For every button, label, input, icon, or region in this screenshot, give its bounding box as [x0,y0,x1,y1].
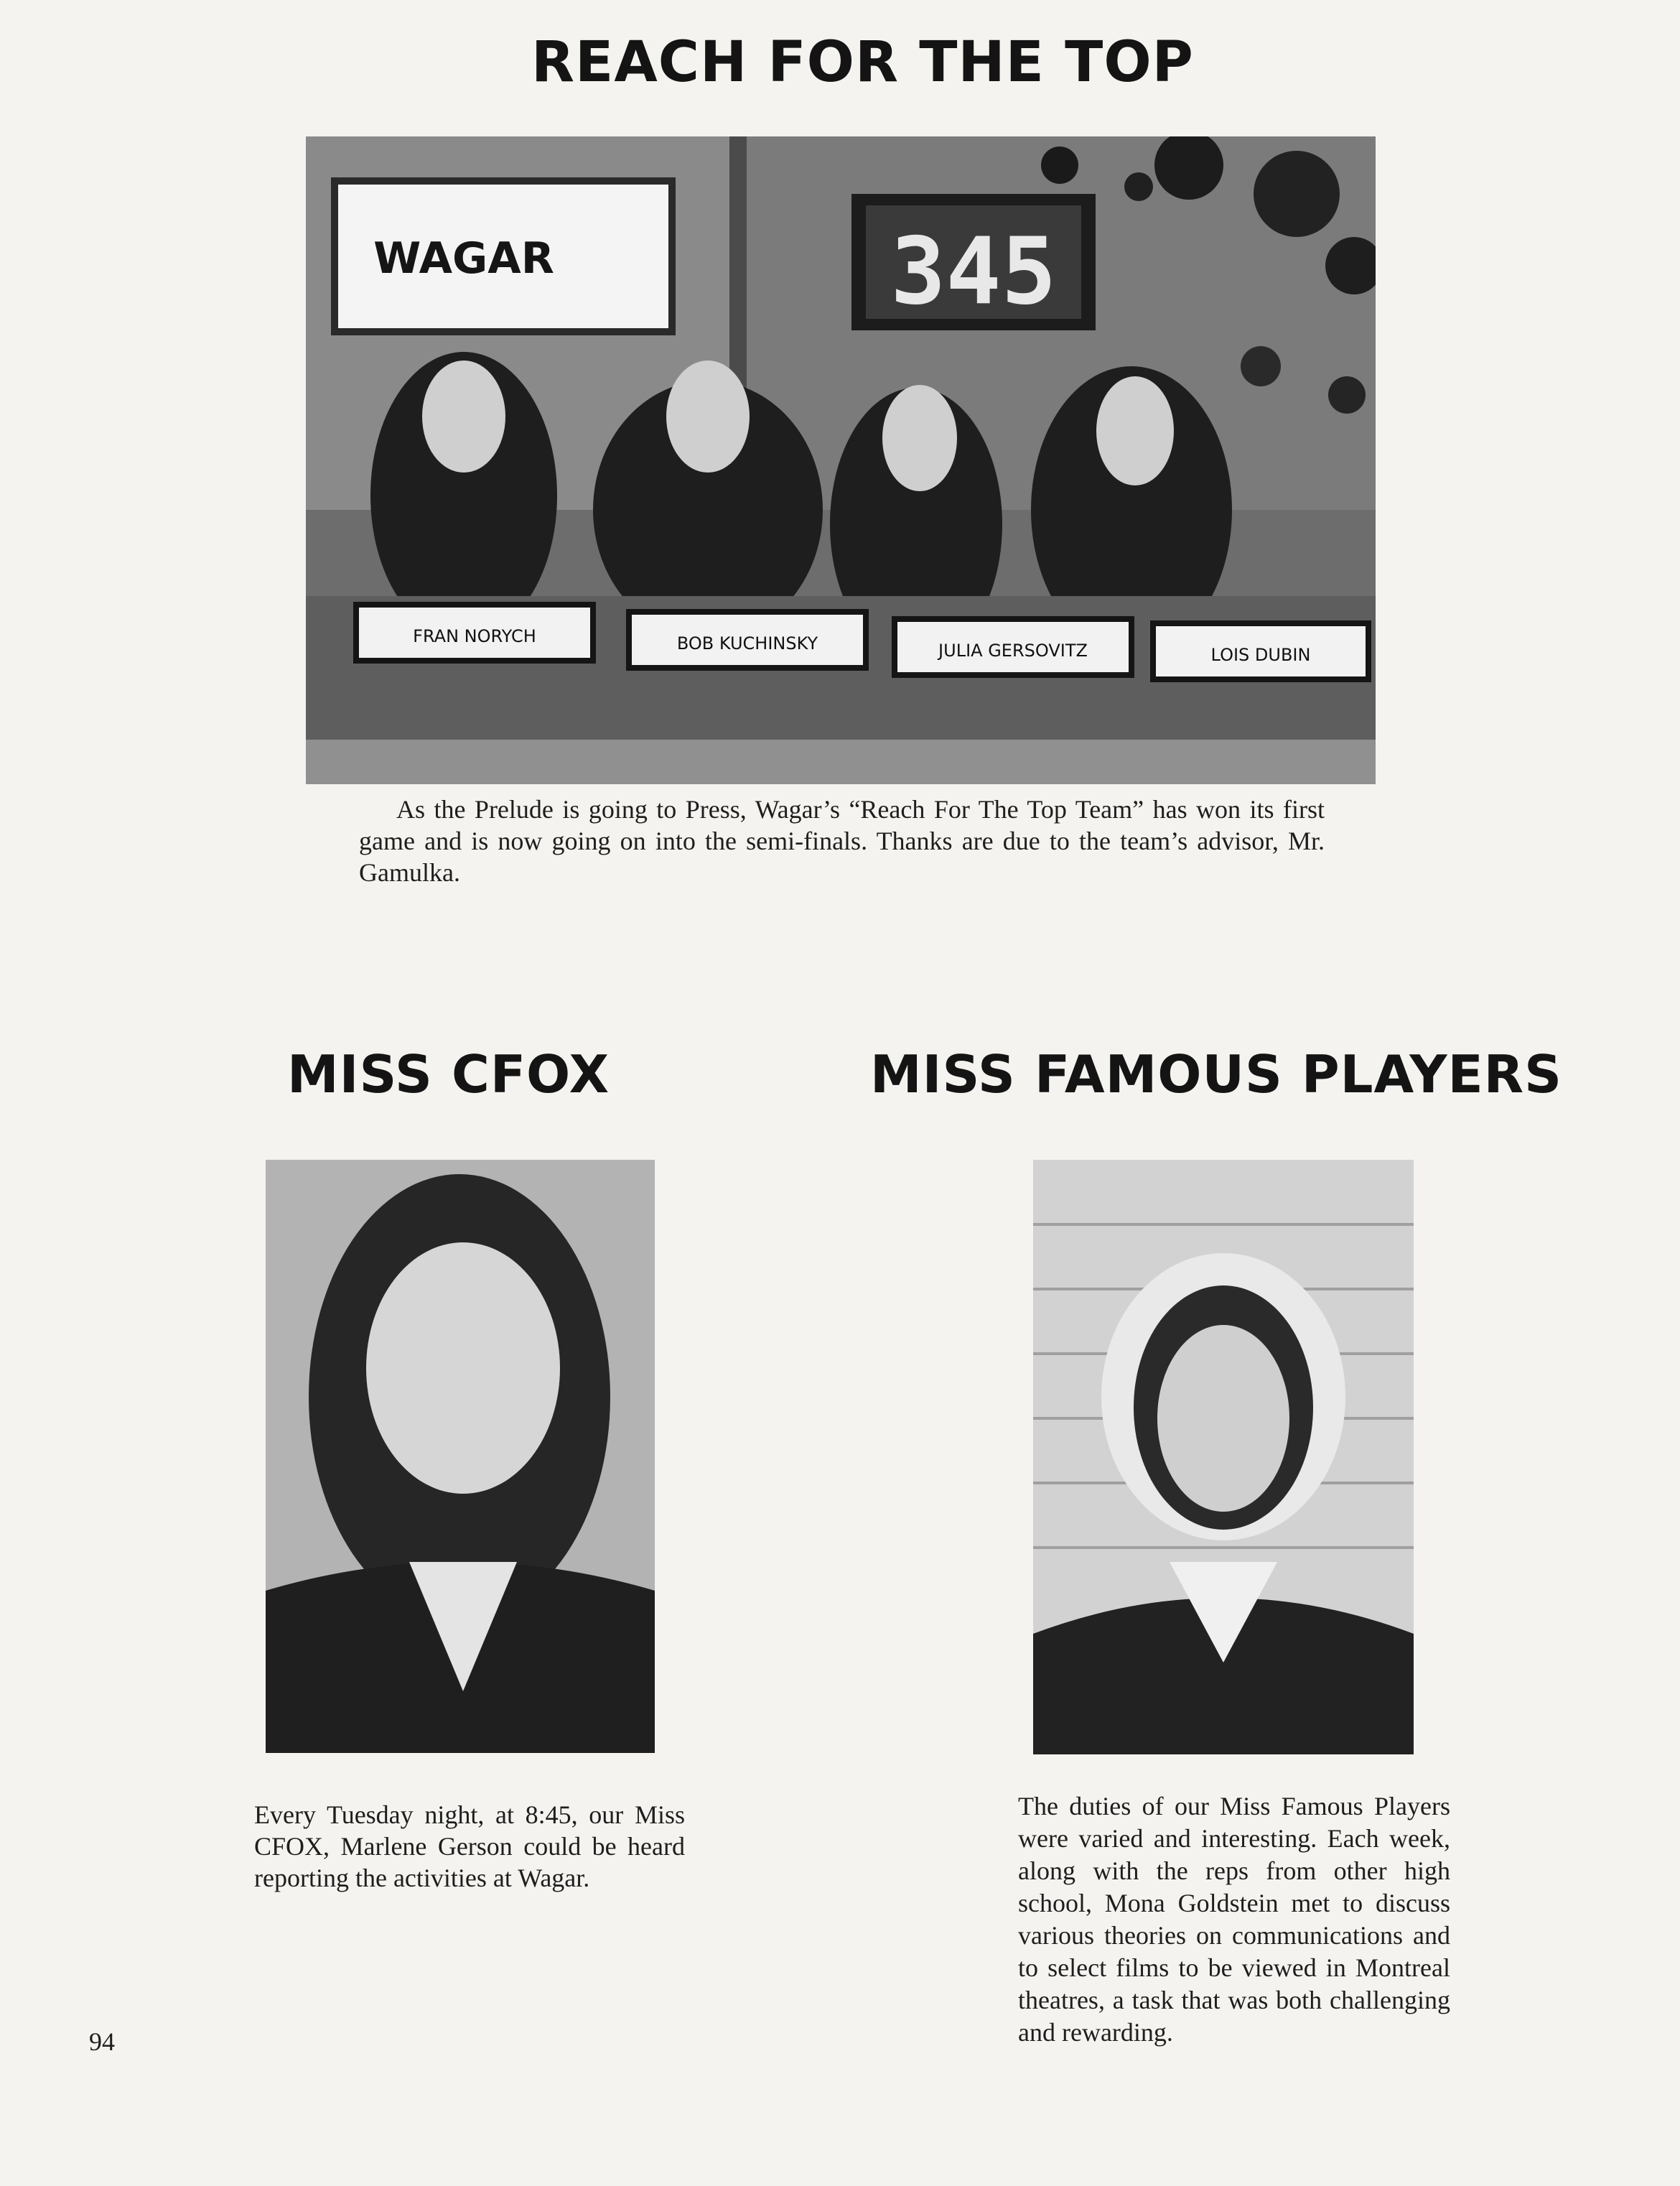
page-number: 94 [89,2027,115,2056]
miss-famous-players-title: MISS FAMOUS PLAYERS [870,1044,1562,1104]
miss-cfox-portrait-photo [266,1160,655,1753]
nameplate-bob-kuchinsky: BOB KUCHINSKY [676,633,818,654]
miss-famous-players-caption: The duties of our Miss Famous Players were varied and interesting. Each week, along with the reps from other high school, Mona Goldstein met to discuss various theories on communications and to select films to be viewed in Montreal theatres, a task that was both challenging and rewarding. [1018,1792,1450,2047]
miss-cfox-title: MISS CFOX [287,1044,610,1104]
team-sign-text: WAGAR [373,233,554,284]
nameplate-fran-norych: FRAN NORYCH [413,626,536,646]
miss-cfox-caption: Every Tuesday night, at 8:45, our Miss CFOX, Marlene Gerson could be heard reporting the activities at Wagar. [254,1800,685,1892]
reach-for-the-top-title: REACH FOR THE TOP [531,30,1194,95]
reach-for-the-top-team-photo [306,136,1376,784]
nameplate-julia-gersovitz: JULIA GERSOVITZ [938,641,1088,661]
reach-for-the-top-caption: As the Prelude is going to Press, Wagar’s “Reach For The Top Team” has won its first game and is now going on into the semi-finals. Thanks are due to the team’s advisor, Mr. Gamulka. [359,795,1325,887]
score-board-value: 345 [890,218,1057,325]
nameplate-lois-dubin: LOIS DUBIN [1210,645,1311,665]
miss-famous-players-portrait-photo [1033,1160,1414,1754]
